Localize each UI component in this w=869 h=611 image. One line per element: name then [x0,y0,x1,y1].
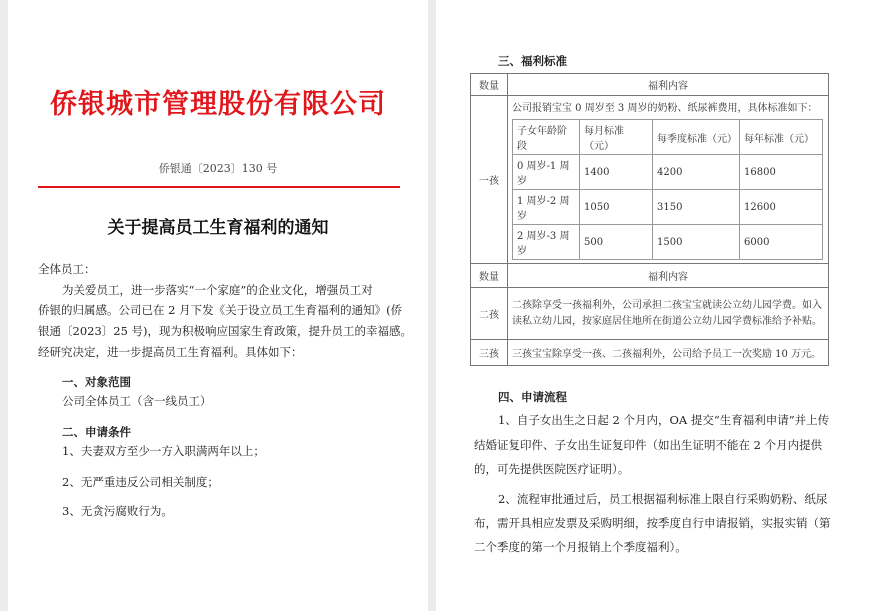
document-title: 关于提高员工生育福利的通知 [107,218,329,238]
monthly-cell: 1050 [580,190,653,225]
child2-label: 二孩 [471,288,508,340]
monthly-cell: 500 [580,225,653,260]
child1-label: 一孩 [471,96,508,264]
age-range-cell: 0 周岁-1 周岁 [513,155,580,190]
subtable-header: 每季度标准（元） [653,120,740,155]
section-heading: 三、福利标准 [498,54,567,68]
condition-item: 3、无贪污腐败行为。 [62,504,173,518]
company-name-header: 侨银城市管理股份有限公司 [50,89,386,120]
subtable-header: 每月标准（元） [580,120,653,155]
condition-item: 1、夫妻双方至少一方入职满两年以上； [62,444,265,458]
quarterly-cell: 1500 [653,225,740,260]
intro-line: 经研究决定，进一步提高员工生育福利。具体如下： [38,345,303,359]
procedure-line: 的，可先提供医院医疗证明）。 [474,462,630,476]
section-heading: 一、对象范围 [62,375,131,389]
child1-description: 公司报销宝宝 0 周岁至 3 周岁的奶粉、纸尿裤费用，具体标准如下： [512,103,818,114]
document-page-left [8,0,428,611]
section-body: 公司全体员工（含一线员工） [62,394,212,408]
quarterly-cell: 3150 [653,190,740,225]
subtable-header-row [513,120,823,155]
red-divider-line [38,186,400,188]
table-header-content: 福利内容 [508,74,829,96]
yearly-cell: 12600 [740,190,823,225]
standard-subtable [512,119,823,260]
age-range-cell: 2 周岁-3 周岁 [513,225,580,260]
table-header-qty: 数量 [471,74,508,96]
yearly-cell: 16800 [740,155,823,190]
welfare-table [470,73,829,366]
age-range-cell: 1 周岁-2 周岁 [513,190,580,225]
child3-label: 三孩 [471,340,508,366]
intro-line: 侨银的归属感。公司已在 2 月下发《关于设立员工生育福利的通知》(侨 [38,303,403,317]
table-header-content: 福利内容 [508,264,829,288]
table-row [513,225,823,260]
subtable-header: 子女年龄阶段 [513,120,580,155]
table-row [513,155,823,190]
subtable-header: 每年标准（元） [740,120,823,155]
child2-description: 二孩除享受一孩福利外，公司承担二孩宝宝就读公立幼儿园学费。如入读私立幼儿园，按家庭居住地所在街道公立幼儿园学费标准给予补贴。 [508,288,829,340]
yearly-cell: 6000 [740,225,823,260]
procedure-line: 布，需开具相应发票及采购明细，按季度自行申请报销，实报实销（第 [474,516,831,530]
section-heading: 二、申请条件 [62,425,131,439]
procedure-line: 1、自子女出生之日起 2 个月内，OA 提交“生育福利申请”并上传 [498,413,830,427]
monthly-cell: 1400 [580,155,653,190]
child1-cell [508,96,829,264]
table-row [513,190,823,225]
procedure-line: 结婚证复印件、子女出生证复印件（如出生证明不能在 2 个月内提供 [474,438,823,452]
procedure-line: 2、流程审批通过后，员工根据福利标准上限自行采购奶粉、纸尿 [498,492,828,506]
document-page-right [436,0,869,611]
quarterly-cell: 4200 [653,155,740,190]
intro-line: 为关爱员工，进一步落实“一个家庭”的企业文化，增强员工对 [62,283,373,297]
procedure-line: 二个季度的第一个月报销上个季度福利）。 [474,540,687,554]
child3-description: 三孩宝宝除享受一孩、二孩福利外，公司给予员工一次奖励 10 万元。 [508,340,829,366]
condition-item: 2、无严重违反公司相关制度； [62,475,219,489]
table-header-qty: 数量 [471,264,508,288]
greeting: 全体员工： [38,262,96,276]
section-heading: 四、申请流程 [498,390,567,404]
document-number: 侨银通〔2023〕130 号 [158,162,278,175]
intro-line: 银通〔2023〕25 号)，现为积极响应国家生育政策，提升员工的幸福感。 [38,324,413,338]
